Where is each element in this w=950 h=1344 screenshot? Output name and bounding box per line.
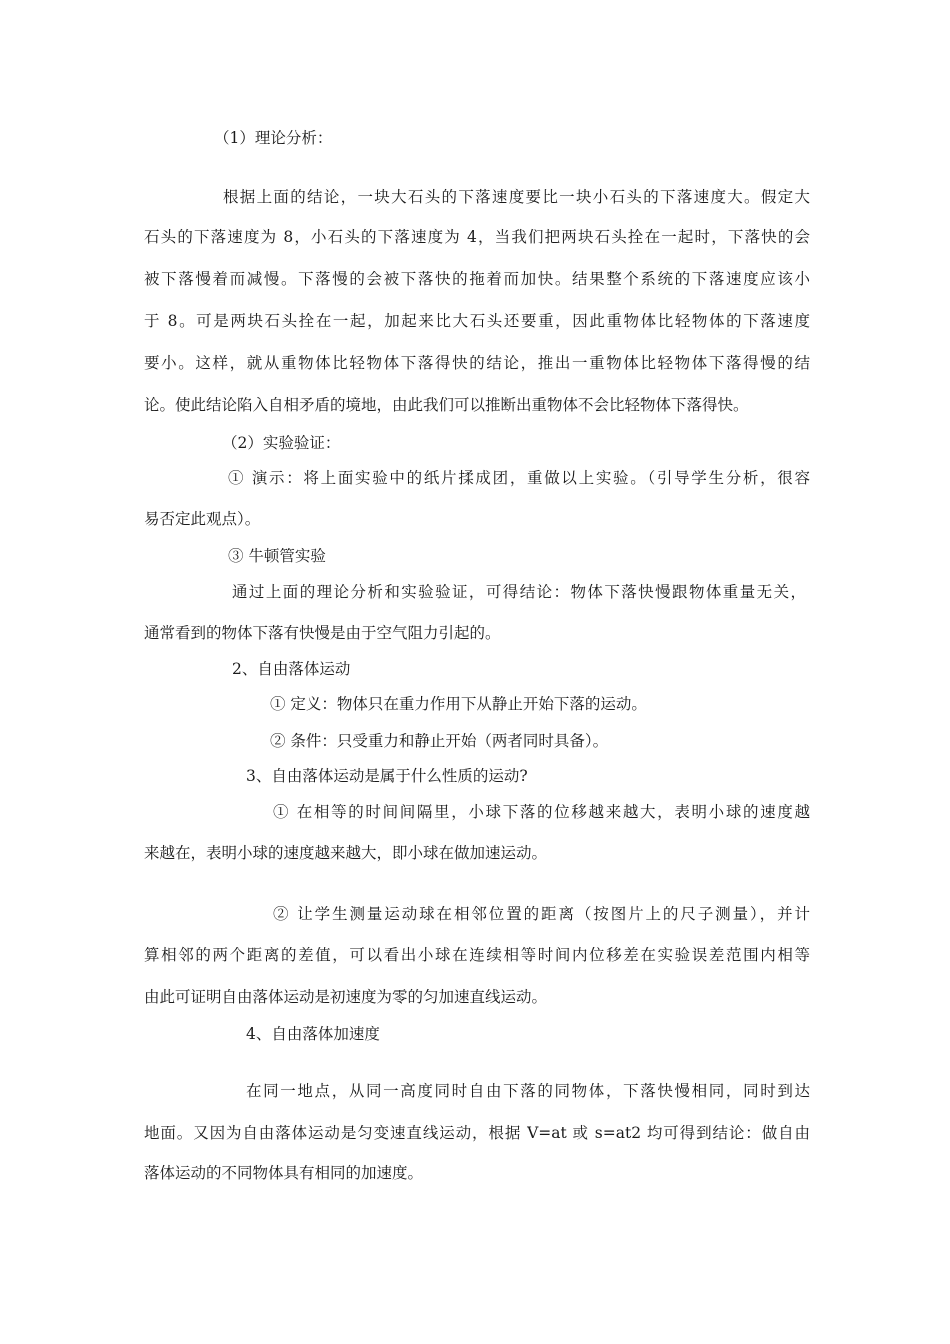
definition-item: ① 定义：物体只在重力作用下从静止开始下落的运动。 [270,695,647,713]
paragraph-line: 通过上面的理论分析和实验验证，可得结论：物体下落快慢跟物体重量无关， [232,583,806,601]
paragraph-line: 通常看到的物体下落有快慢是由于空气阻力引起的。 [144,624,501,642]
paragraph-line: 算相邻的两个距离的差值，可以看出小球在连续相等时间内位移差在实验误差范围内相等 [144,946,810,964]
section-heading-theory: （1）理论分析： [214,129,333,147]
paragraph-line: 地面。又因为自由落体运动是匀变速直线运动，根据 V=at 或 s=at2 均可得到结论：做自由 [144,1124,810,1142]
paragraph-line: 在同一地点，从同一高度同时自由下落的同物体，下落快慢相同，同时到达 [246,1082,810,1100]
section-heading-experiment: （2）实验验证： [222,434,341,452]
condition-item: ② 条件：只受重力和静止开始（两者同时具备）。 [270,732,609,750]
section-heading-acceleration: 4、自由落体加速度 [246,1025,380,1043]
paragraph-line: 要小。这样，就从重物体比轻物体下落得快的结论，推出一重物体比轻物体下落得慢的结 [144,354,810,372]
paragraph-line: 易否定此观点）。 [144,510,261,528]
section-heading-free-fall: 2、自由落体运动 [232,660,351,678]
paragraph-line: ① 在相等的时间间隔里，小球下落的位移越来越大，表明小球的速度越 [273,803,810,821]
paragraph-line: 于 8。可是两块石头拴在一起，加起来比大石头还要重，因此重物体比轻物体的下落速度 [144,312,810,330]
paragraph-line: 论。使此结论陷入自相矛盾的境地，由此我们可以推断出重物体不会比轻物体下落得快。 [144,396,749,414]
paragraph-line: 被下落慢着而减慢。下落慢的会被下落快的拖着而加快。结果整个系统的下落速度应该小 [144,270,810,288]
paragraph-line: ② 让学生测量运动球在相邻位置的距离（按图片上的尺子测量），并计 [273,905,810,923]
paragraph-line: 石头的下落速度为 8，小石头的下落速度为 4，当我们把两块石头拴在一起时，下落快的会 [144,228,810,246]
paragraph-line: 根据上面的结论，一块大石头的下落速度要比一块小石头的下落速度大。假定大 [223,188,810,206]
newton-tube-item: ③ 牛顿管实验 [228,547,326,565]
section-heading-nature: 3、自由落体运动是属于什么性质的运动? [246,767,528,785]
paragraph-line: 落体运动的不同物体具有相同的加速度。 [144,1164,424,1182]
paragraph-line: 由此可证明自由落体运动是初速度为零的匀加速直线运动。 [144,988,548,1006]
paragraph-line: ① 演示：将上面实验中的纸片揉成团，重做以上实验。（引导学生分析，很容 [228,469,810,487]
paragraph-line: 来越在，表明小球的速度越来越大，即小球在做加速运动。 [144,844,548,862]
